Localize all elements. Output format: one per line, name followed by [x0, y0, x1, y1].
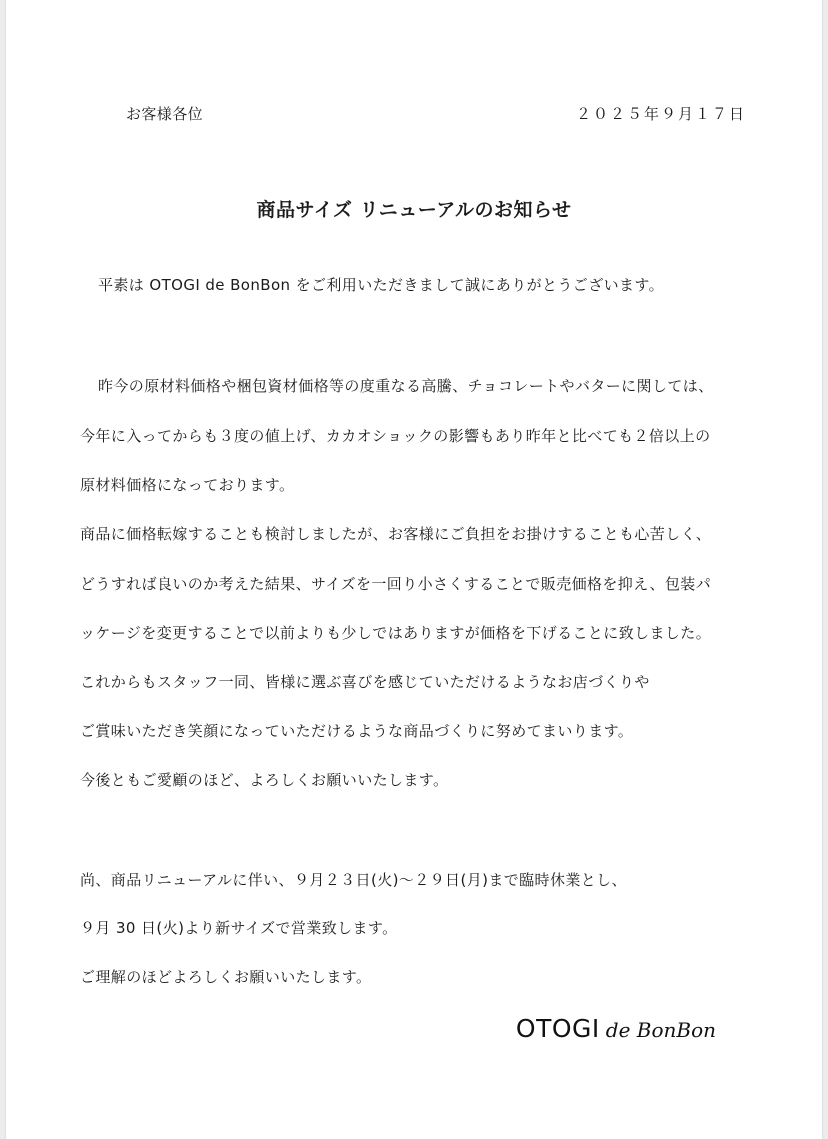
body-line: 今年に入ってからも３度の値上げ、カカオショックの影響もあり昨年と比べても２倍以上の — [80, 427, 711, 445]
body-line: 商品に価格転嫁することも検討しましたが、お客様にご負担をお掛けすることも心苦しく、 — [80, 525, 712, 543]
notice-line: ご理解のほどよろしくお願いいたします。 — [80, 968, 372, 986]
salutation: お客様各位 — [126, 105, 204, 123]
body-line: 昨今の原材料価格や梱包資材価格等の度重なる高騰、チョコレートやバターに関しては、 — [98, 377, 714, 395]
letter-title: 商品サイズ リニューアルのお知らせ — [256, 199, 572, 221]
body-line: ッケージを変更することで以前よりも少しではありますが価格を下げることに致しました。 — [80, 624, 712, 642]
body-line: 原材料価格になっております。 — [80, 476, 295, 494]
signature-brand: OTOGI — [515, 1014, 600, 1043]
letter-page — [6, 0, 822, 1139]
body-line: ご賞味いただき笑顔になっていただけるような商品づくりに努めてまいります。 — [80, 722, 634, 740]
body-line: これからもスタッフ一同、皆様に選ぶ喜びを感じていただけるようなお店づくりや — [80, 673, 650, 691]
signature-subbrand: de BonBon — [605, 1018, 716, 1042]
letter-date: ２０２５年９月１７日 — [575, 105, 746, 123]
notice-line: ９月 30 日(火)より新サイズで営業致します。 — [80, 919, 398, 937]
signature — [516, 1014, 716, 1043]
greeting-line: 平素は OTOGI de BonBon をご利用いただきまして誠にありがとうございます。 — [98, 276, 664, 294]
notice-line: 尚、商品リニューアルに伴い、９月２３日(火)～２９日(月)まで臨時休業とし、 — [80, 871, 627, 889]
body-line: 今後ともご愛顧のほど、よろしくお願いいたします。 — [80, 771, 449, 789]
body-line: どうすれば良いのか考えた結果、サイズを一回り小さくすることで販売価格を抑え、包装パ — [80, 575, 712, 593]
